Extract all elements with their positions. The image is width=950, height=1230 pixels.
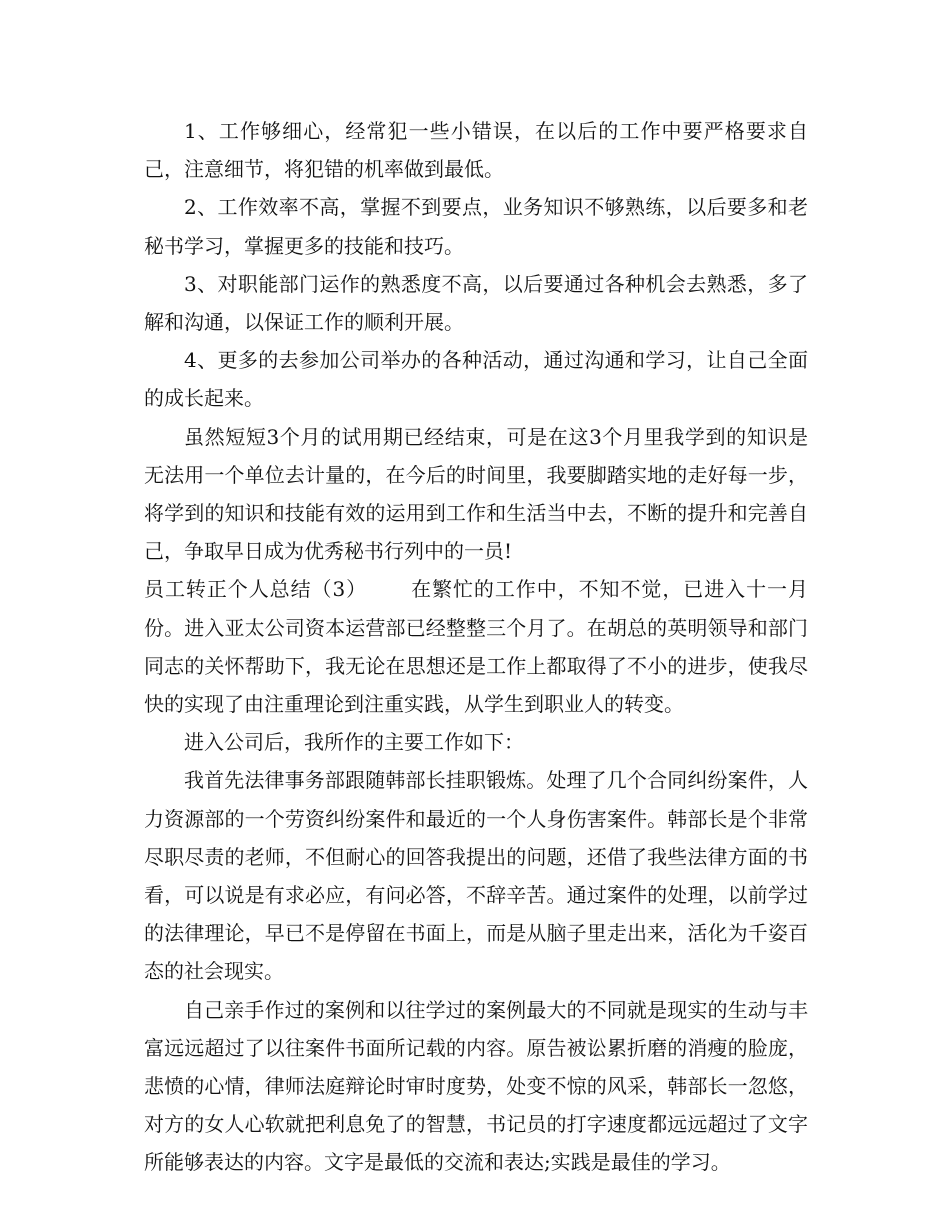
paragraph-improvement-3: 3、对职能部门运作的熟悉度不高，以后要通过各种机会去熟悉，多了解和沟通，以保证工作的顺利开展。 — [144, 271, 808, 335]
paragraph-legal-work: 我首先法律事务部跟随韩部长挂职锻炼。处理了几个合同纠纷案件，人力资源部的一个劳资纠纷案件和最近的一个人身伤害案件。韩部长是个非常尽职尽责的老师，不但耐心的回答我提出的问题，还借了我些法律方面的书看，可以说是有求必应，有问必答，不辞辛苦。通过案件的处理，以前学过的法律理论，早已不是停留在书面上，而是从脑子里走出来，活化为千姿百态的社会现实。 — [144, 768, 808, 984]
paragraph-summary-3-intro — [144, 570, 808, 723]
paragraph-improvement-1: 1、工作够细心，经常犯一些小错误，在以后的工作中要严格要求自己，注意细节，将犯错的机率做到最低。 — [144, 119, 808, 182]
document-body — [144, 112, 808, 1182]
section-heading: 员工转正个人总结（3） — [144, 577, 368, 602]
paragraph-summary-3-body: 在繁忙的工作中，不知不觉，已进入十一月份。进入亚太公司资本运营部已经整整三个月了。在胡总的英明领导和部门同志的关怀帮助下，我无论在思想还是工作上都取得了不小的进步，使我尽快的实现了由注重理论到注重实践，从学生到职业人的转变。 — [144, 577, 809, 717]
paragraph-conclusion: 虽然短短3个月的试用期已经结束，可是在这3个月里我学到的知识是无法用一个单位去计量的，在今后的时间里，我要脚踏实地的走好每一步，将学到的知识和技能有效的运用到工作和生活当中去，不断的提升和完善自己，争取早日成为优秀秘书行列中的一员! — [144, 424, 808, 564]
paragraph-improvement-4: 4、更多的去参加公司举办的各种活动，通过沟通和学习，让自己全面的成长起来。 — [144, 348, 808, 411]
paragraph-practice-reflection: 自己亲手作过的案例和以往学过的案例最大的不同就是现实的生动与丰富远远超过了以往案件书面所记载的内容。原告被讼累折磨的消瘦的脸庞，悲愤的心情，律师法庭辩论时审时度势，处变不惊的风采，韩部长一忽悠，对方的女人心软就把利息免了的智慧，书记员的打字速度都远远超过了文字所能够表达的内容。文字是最低的交流和表达;实践是最佳的学习。 — [144, 997, 808, 1175]
paragraph-main-work-intro: 进入公司后，我所作的主要工作如下： — [184, 730, 524, 755]
paragraph-improvement-2: 2、工作效率不高，掌握不到要点，业务知识不够熟练，以后要多和老秘书学习，掌握更多的技能和技巧。 — [144, 195, 808, 258]
